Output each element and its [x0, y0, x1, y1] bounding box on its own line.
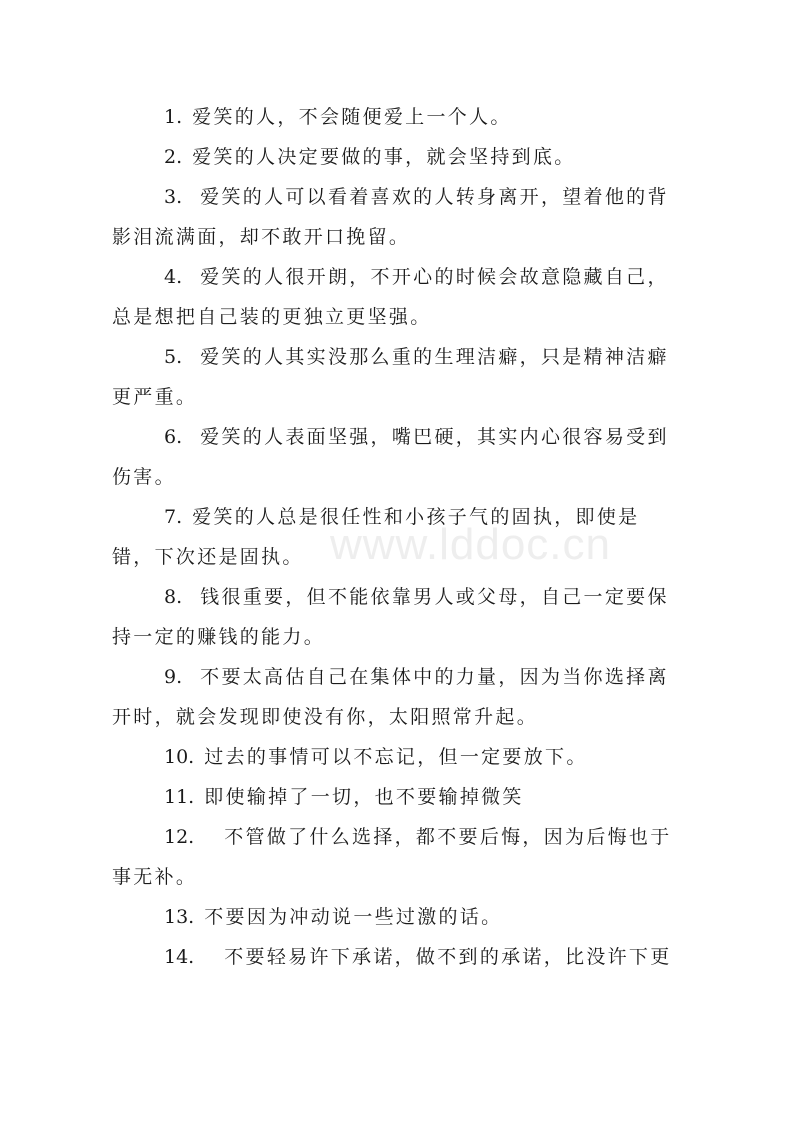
- item-text: 钱很重要，但不能依靠男人或父母，自己一定要保持一定的赚钱的能力。: [112, 586, 669, 648]
- item-number: 2.: [164, 146, 183, 168]
- list-item-4: [112, 257, 682, 337]
- item-number: 8.: [164, 586, 183, 608]
- item-number: 12.: [164, 826, 195, 848]
- list-item-10: [112, 737, 682, 777]
- watermark: www.lddoc.cn: [330, 520, 612, 569]
- list-item-2: [112, 137, 682, 177]
- item-number: 11.: [164, 786, 195, 808]
- item-number: 7.: [164, 506, 183, 528]
- document-body: [112, 97, 682, 977]
- item-text: 即使输掉了一切，也不要输掉微笑: [204, 786, 524, 808]
- item-number: 10.: [164, 746, 195, 768]
- list-item-6: [112, 417, 682, 497]
- item-text: 过去的事情可以不忘记，但一定要放下。: [204, 746, 588, 768]
- item-text: 爱笑的人表面坚强，嘴巴硬，其实内心很容易受到伤害。: [112, 426, 669, 488]
- list-item-1: [112, 97, 682, 137]
- item-number: 14.: [164, 946, 195, 968]
- item-text: 爱笑的人很开朗，不开心的时候会故意隐藏自己，总是想把自己装的更独立更坚强。: [112, 266, 669, 328]
- list-item-9: [112, 657, 682, 737]
- item-number: 5.: [164, 346, 183, 368]
- item-text: 爱笑的人其实没那么重的生理洁癖，只是精神洁癖更严重。: [112, 346, 669, 408]
- item-number: 4.: [164, 266, 183, 288]
- item-text: 爱笑的人决定要做的事，就会坚持到底。: [192, 146, 576, 168]
- item-text: 不要太高估自己在集体中的力量，因为当你选择离开时，就会发现即使没有你，太阳照常升起。: [112, 666, 669, 728]
- item-text: 爱笑的人，不会随便爱上一个人。: [192, 106, 512, 128]
- item-text: 不要因为冲动说一些过激的话。: [204, 906, 503, 928]
- list-item-8: [112, 577, 682, 657]
- list-item-7: [112, 497, 682, 577]
- list-item-3: [112, 177, 682, 257]
- list-item-12: [112, 817, 682, 897]
- item-text: 爱笑的人总是很任性和小孩子气的固执，即使是错，下次还是固执。: [112, 506, 640, 568]
- item-text: 不要轻易许下承诺，做不到的承诺，比没许下更: [224, 946, 672, 968]
- list-item-11: [112, 777, 682, 817]
- list-item-13: [112, 897, 682, 937]
- list-item-5: [112, 337, 682, 417]
- item-number: 9.: [164, 666, 183, 688]
- item-number: 6.: [164, 426, 183, 448]
- item-number: 1.: [164, 106, 183, 128]
- item-number: 3.: [164, 186, 183, 208]
- item-number: 13.: [164, 906, 195, 928]
- list-item-14: [112, 937, 682, 977]
- item-text: 不管做了什么选择，都不要后悔，因为后悔也于事无补。: [112, 826, 672, 888]
- item-text: 爱笑的人可以看着喜欢的人转身离开，望着他的背影泪流满面，却不敢开口挽留。: [112, 186, 669, 248]
